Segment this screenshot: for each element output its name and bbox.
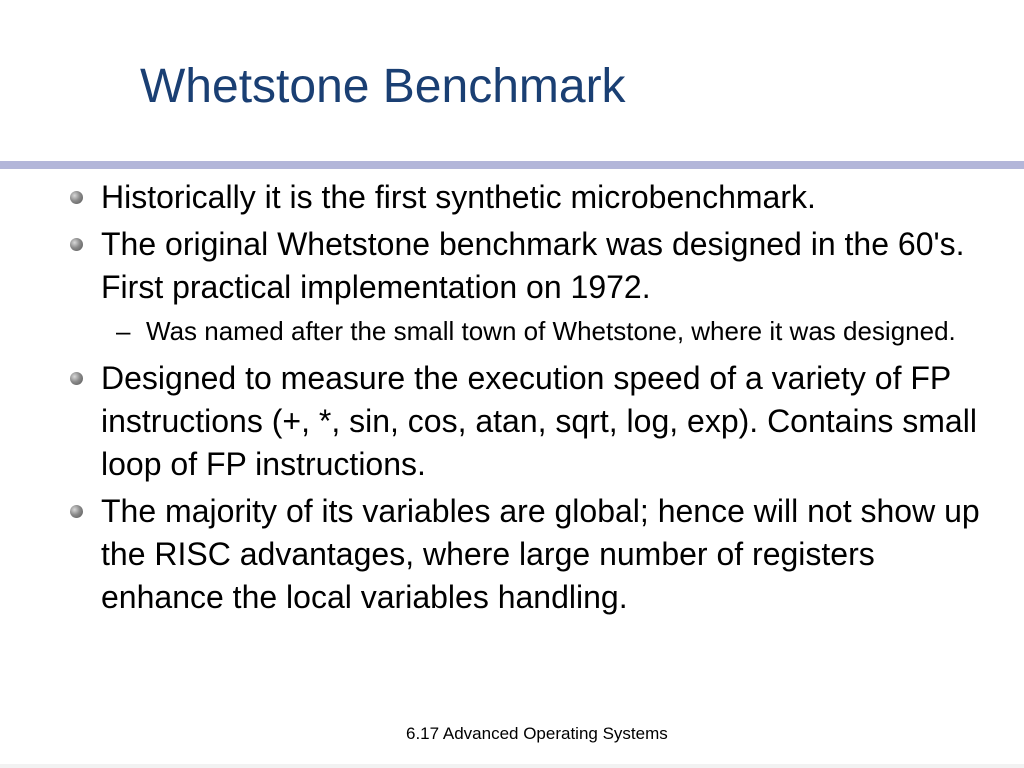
- sub-bullet-dash: –: [116, 316, 131, 346]
- bullet-text: The majority of its variables are global; hence will not show up the RISC advantages, where large number of registers enhance the local variables handling.: [101, 493, 980, 615]
- bullet-item: [70, 176, 1000, 219]
- bullet-text: The original Whetstone benchmark was designed in the 60's. First practical implementation on 1972.: [101, 226, 965, 305]
- bottom-band: [0, 764, 1024, 768]
- title-divider: [0, 161, 1024, 169]
- sub-bullet-item: [70, 313, 1000, 349]
- bullet-text: Designed to measure the execution speed of a variety of FP instructions (+, *, sin, cos, atan, sqrt, log, exp). Contains small loop of FP instructions.: [101, 360, 977, 482]
- bullet-dot-icon: [70, 505, 83, 518]
- bullet-dot-icon: [70, 191, 83, 204]
- bullet-item: [70, 223, 1000, 309]
- bullet-item: [70, 490, 1000, 619]
- bullet-item: [70, 357, 1000, 486]
- sub-bullet-text: Was named after the small town of Whetstone, where it was designed.: [146, 316, 956, 346]
- slide-footer: 6.17 Advanced Operating Systems: [406, 724, 668, 743]
- slide-body: [70, 176, 1000, 623]
- bullet-dot-icon: [70, 372, 83, 385]
- bullet-dot-icon: [70, 238, 83, 251]
- slide-title: Whetstone Benchmark: [140, 60, 626, 113]
- bullet-text: Historically it is the first synthetic microbenchmark.: [101, 179, 816, 215]
